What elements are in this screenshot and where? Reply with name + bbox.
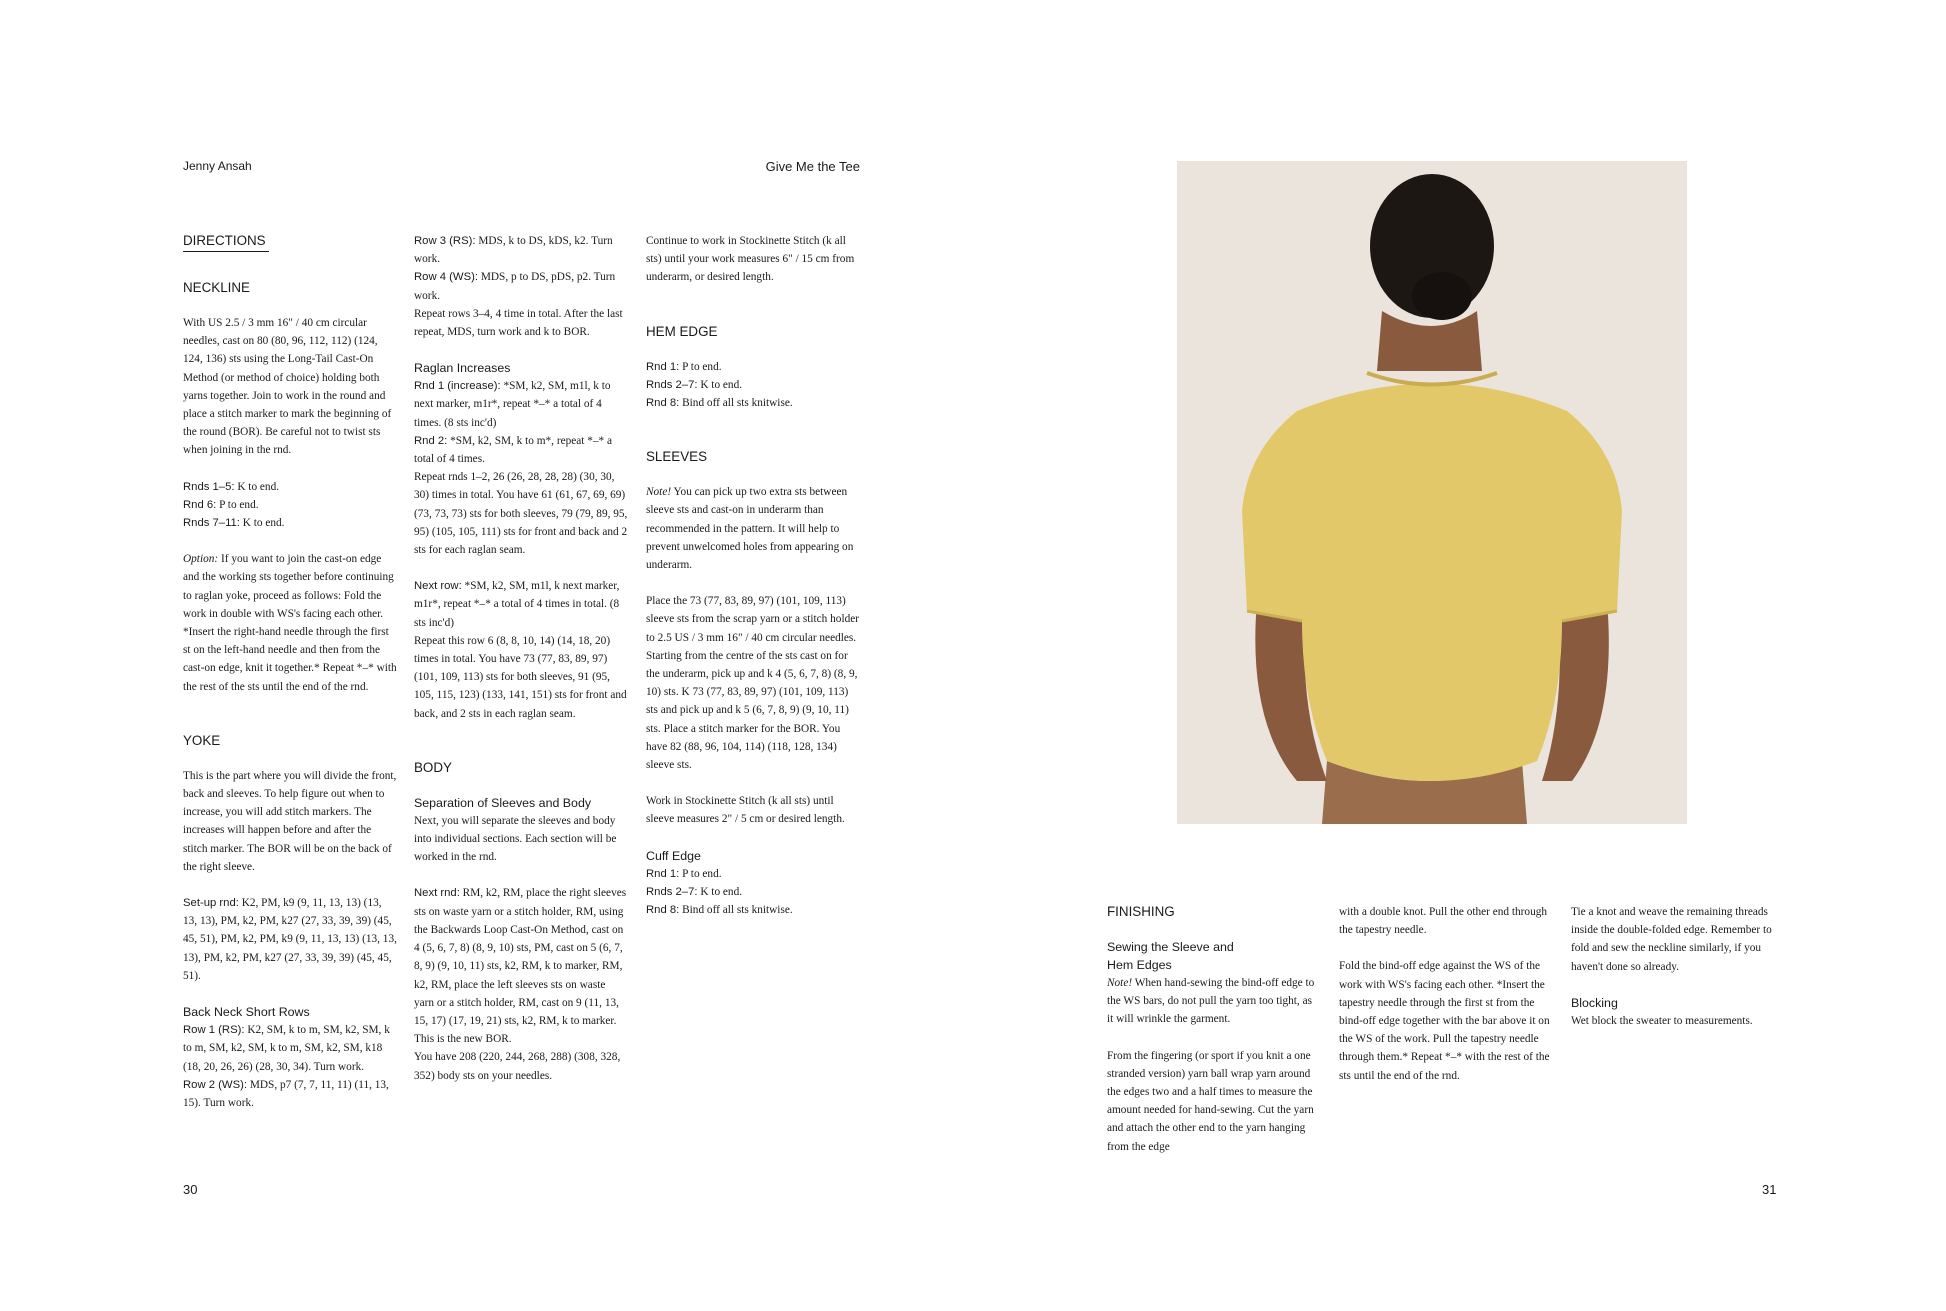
row-1-instruction bbox=[183, 1021, 397, 1076]
double-knot-text: with a double knot. Pull the other end through the tapestry needle. bbox=[1339, 906, 1548, 937]
body-total-text: You have 208 (220, 244, 268, 288) (308, 328, 352) body sts on your needles. bbox=[414, 1051, 621, 1082]
hem-rnds-2-7-label: Rnds 2–7: bbox=[646, 378, 698, 391]
neckline-text: With US 2.5 / 3 mm 16" / 40 cm circular needles, cast on 80 (80, 96, 112, 112) (124, 124, 136) sts using the Long-Tail Cast-On Method (or method of choice) holding both yarns together. Join to work in the round and place a stitch marker to mark the beginning of the round (BOR). Be careful not to twist sts when joining in the rnd. bbox=[183, 317, 392, 457]
next-row-instruction bbox=[414, 577, 628, 632]
cuff-rnd-8-instruction bbox=[646, 901, 860, 919]
hem-rnd-8-instruction bbox=[646, 394, 860, 412]
blocking-text: Wet block the sweater to measurements. bbox=[1571, 1014, 1753, 1027]
next-rnd-instruction bbox=[414, 884, 628, 1048]
sweater-photo bbox=[1177, 161, 1687, 824]
row-1-text: K2, SM, k to m, SM, k2, SM, k to m, SM, k2, SM, k to m, SM, k2, SM, k18 (18, 20, 26, 26) (28, 30, 34). Turn work. bbox=[183, 1024, 390, 1073]
next-row-text: *SM, k2, SM, m1l, k next marker, m1r*, repeat *–* a total of 4 times in total. (8 sts inc'd) bbox=[414, 580, 620, 629]
row-2-instruction bbox=[183, 1076, 397, 1112]
left-column-1 bbox=[183, 232, 397, 1112]
hem-rnd-1-label: Rnd 1: bbox=[646, 360, 680, 373]
cuff-rnds-2-7-instruction bbox=[646, 883, 860, 901]
raglan-increases-heading: Raglan Increases bbox=[414, 361, 511, 376]
rnds-1-5-label: Rnds 1–5: bbox=[183, 480, 235, 493]
blocking-heading: Blocking bbox=[1571, 995, 1618, 1010]
separation-text: Next, you will separate the sleeves and body into individual sections. Each section will be worked in the rnd. bbox=[414, 814, 617, 864]
work-stockinette-text: Work in Stockinette Stitch (k all sts) until sleeve measures 2" / 5 cm or desired length. bbox=[646, 795, 845, 826]
sewing-heading-line-1: Sewing the Sleeve and bbox=[1107, 940, 1234, 954]
row-3-text: MDS, k to DS, kDS, k2. Turn work. bbox=[414, 235, 613, 266]
right-column-3 bbox=[1571, 903, 1785, 1030]
page-number-right: 31 bbox=[1762, 1182, 1777, 1197]
rnd-6-instruction bbox=[183, 496, 397, 514]
row-1-label: Row 1 (RS): bbox=[183, 1024, 245, 1037]
sleeves-heading: SLEEVES bbox=[646, 449, 708, 465]
setup-rnd-instruction bbox=[183, 894, 397, 985]
hem-rnd-8-text: Bind off all sts knitwise. bbox=[679, 397, 793, 410]
finishing-note-text: When hand-sewing the bind-off edge to the WS bars, do not pull the yarn too tight, as it will wrinkle the garment. bbox=[1107, 977, 1315, 1026]
setup-rnd-label: Set-up rnd: bbox=[183, 897, 239, 910]
next-rnd-label: Next rnd: bbox=[414, 887, 460, 900]
rnds-7-11-instruction bbox=[183, 514, 397, 532]
rnd-6-text: P to end. bbox=[216, 498, 259, 511]
sleeves-note bbox=[646, 483, 860, 574]
option-label: Option: bbox=[183, 553, 219, 566]
rnd-1-increase-label: Rnd 1 (increase): bbox=[414, 380, 501, 393]
sleeves-note-label: Note! bbox=[646, 486, 672, 499]
cuff-rnd-8-text: Bind off all sts knitwise. bbox=[679, 904, 793, 917]
place-sleeve-text: Place the 73 (77, 83, 89, 97) (101, 109, 113) sleeve sts from the scrap yarn or a stitch holder to 2.5 US / 3 mm 16" / 40 cm circular needles. Starting from the centre of the sts cast on for the underarm, pick up and k 4 (5, 6, 7, 8) (8, 9, 10) sts. K 73 (77, 83, 89, 97) (101, 109, 113) sts and pick up and k 5 (6, 7, 8, 9) (9, 10, 11) sts. Place a stitch marker for the BOR. You have 82 (88, 96, 104, 114) (118, 128, 134) sleeve sts. bbox=[646, 595, 860, 772]
finishing-heading: FINISHING bbox=[1107, 904, 1175, 919]
rnds-7-11-text: K to end. bbox=[239, 517, 285, 530]
running-header-title: Give Me the Tee bbox=[765, 159, 860, 174]
cuff-rnd-8-label: Rnd 8: bbox=[646, 904, 680, 917]
option-paragraph bbox=[183, 550, 397, 696]
hem-rnds-2-7-text: K to end. bbox=[697, 378, 743, 391]
hem-edge-heading: HEM EDGE bbox=[646, 323, 718, 339]
cuff-edge-heading: Cuff Edge bbox=[646, 848, 701, 863]
tie-knot-text: Tie a knot and weave the remaining threads inside the double-folded edge. Remember to fold and sew the neckline similarly, if you haven't done so already. bbox=[1571, 906, 1772, 973]
rnds-1-5-instruction bbox=[183, 478, 397, 496]
cuff-rnds-2-7-text: K to end. bbox=[697, 885, 743, 898]
right-column-2 bbox=[1339, 903, 1553, 1085]
photo-illustration bbox=[1177, 161, 1687, 824]
directions-heading: DIRECTIONS bbox=[183, 232, 269, 252]
repeat-rows-text: Repeat rows 3–4, 4 time in total. After the last repeat, MDS, turn work and k to BOR. bbox=[414, 307, 623, 339]
separation-heading: Separation of Sleeves and Body bbox=[414, 795, 592, 810]
rnds-7-11-label: Rnds 7–11: bbox=[183, 517, 240, 530]
row-4-label: Row 4 (WS): bbox=[414, 271, 479, 284]
left-column-3 bbox=[646, 232, 860, 919]
continue-text: Continue to work in Stockinette Stitch (k all sts) until your work measures 6" / 15 cm from underarm, or desired length. bbox=[646, 235, 855, 284]
repeat-rnds-text: Repeat rnds 1–2, 26 (26, 28, 28, 28) (30, 30, 30) times in total. You have 61 (61, 67, 69, 69) (73, 73, 73) sts for both sleeves, 79 (79, 89, 95, 95) (105, 105, 111) sts for front and back and 2 sts for each raglan seam. bbox=[414, 471, 628, 557]
rnd-6-label: Rnd 6: bbox=[183, 498, 217, 511]
sleeves-note-text: You can pick up two extra sts between sleeve sts and cast-on in underarm than recommended in the pattern. It will help to prevent unwelcomed holes from appearing on underarm. bbox=[646, 486, 854, 572]
running-header-author: Jenny Ansah bbox=[183, 159, 252, 173]
back-neck-short-rows-heading: Back Neck Short Rows bbox=[183, 1005, 310, 1020]
rnds-1-5-text: K to end. bbox=[234, 480, 280, 493]
cuff-rnd-1-label: Rnd 1: bbox=[646, 867, 680, 880]
cuff-rnd-1-instruction bbox=[646, 865, 860, 883]
fold-text: Fold the bind-off edge against the WS of the work with WS's facing each other. *Insert the tapestry needle through the first st from the bind-off edge together with the bar above it on the WS of the work. Pull the tapestry needle through them.* Repeat *–* with the rest of the sts until the end of the rnd. bbox=[1339, 960, 1550, 1082]
finishing-note bbox=[1107, 974, 1321, 1029]
row-4-instruction bbox=[414, 268, 628, 304]
sewing-heading-line-2: Hem Edges bbox=[1107, 958, 1172, 972]
rnd-2-label: Rnd 2: bbox=[414, 434, 448, 447]
cuff-rnd-1-text: P to end. bbox=[679, 867, 722, 880]
page-number-left: 30 bbox=[183, 1182, 198, 1197]
rnd-1-increase-instruction bbox=[414, 377, 628, 432]
body-heading: BODY bbox=[414, 759, 452, 775]
rnd-2-instruction bbox=[414, 432, 628, 468]
hem-rnd-1-text: P to end. bbox=[679, 360, 722, 373]
yoke-text: This is the part where you will divide the front, back and sleeves. To help figure out when to increase, you will add stitch markers. The increases will happen before and after the stitch marker. The BOR will be on the back of the right sleeve. bbox=[183, 769, 397, 873]
yoke-heading: YOKE bbox=[183, 732, 221, 748]
hem-rnd-1-instruction bbox=[646, 358, 860, 376]
cuff-rnds-2-7-label: Rnds 2–7: bbox=[646, 885, 698, 898]
row-4-text: MDS, p to DS, pDS, p2. Turn work. bbox=[414, 271, 616, 302]
rnd-1-increase-text: *SM, k2, SM, m1l, k to next marker, m1r*, repeat *–* a total of 4 times. (8 sts inc'd) bbox=[414, 380, 611, 429]
repeat-this-row-text: Repeat this row 6 (8, 8, 10, 14) (14, 18, 20) times in total. You have 73 (77, 83, 89, 97) (101, 109, 113) sts for both sleeves, 91 (95, 105, 115, 123) (133, 141, 151) sts for front and back, and 2 sts in each raglan seam. bbox=[414, 634, 627, 720]
next-rnd-text: RM, k2, RM, place the right sleeves sts on waste yarn or a stitch holder, RM, using the Backwards Loop Cast-On Method, cast on 4 (5, 6, 7, 8) (8, 9, 10) sts, PM, cast on 5 (6, 7, 8, 9) (9, 10, 11) sts, k2, RM, k to marker, RM, k2, RM, place the left sleeves sts on waste yarn or a stitch holder, RM, cast on 9 (11, 13, 15, 17) (17, 19, 21) sts, k2, RM, k to marker. This is the new BOR. bbox=[414, 887, 627, 1046]
hem-rnd-8-label: Rnd 8: bbox=[646, 397, 680, 410]
right-column-1 bbox=[1107, 903, 1321, 1156]
rnd-2-text: *SM, k2, SM, k to m*, repeat *–* a total of 4 times. bbox=[414, 434, 613, 466]
row-3-label: Row 3 (RS): bbox=[414, 235, 476, 247]
row-2-label: Row 2 (WS): bbox=[183, 1078, 248, 1091]
row-2-text: MDS, p7 (7, 7, 11, 11) (11, 13, 15). Turn work. bbox=[183, 1078, 389, 1109]
neckline-heading: NECKLINE bbox=[183, 280, 250, 295]
left-column-2 bbox=[414, 232, 628, 1085]
finishing-note-label: Note! bbox=[1107, 977, 1133, 989]
option-text: If you want to join the cast-on edge and the working sts together before continuing to raglan yoke, proceed as follows: Fold the work in double with WS's facing each other. *Insert the right-hand needle through the first st on the left-hand needle and then from the cast-on edge, knit it together.* Repeat *–* with the rest of the sts until the end of the rnd. bbox=[183, 553, 397, 693]
row-3-instruction bbox=[414, 232, 628, 268]
hem-rnds-2-7-instruction bbox=[646, 376, 860, 394]
next-row-label: Next row: bbox=[414, 580, 462, 593]
from-fingering-text: From the fingering (or sport if you knit a one stranded version) yarn ball wrap yarn around the edges two and a half times to measure the amount needed for hand-sewing. Cut the yarn and attach the other end to the yarn hanging from the edge bbox=[1107, 1049, 1314, 1153]
setup-rnd-text: K2, PM, k9 (9, 11, 13, 13) (13, 13, 13), PM, k2, PM, k27 (27, 33, 39, 39) (45, 45, 51), PM, k2, PM, k9 (9, 11, 13, 13) (13, 13, 13), PM, k2, PM, k27 (27, 33, 39, 39) (45, 45, 51). bbox=[183, 897, 397, 982]
